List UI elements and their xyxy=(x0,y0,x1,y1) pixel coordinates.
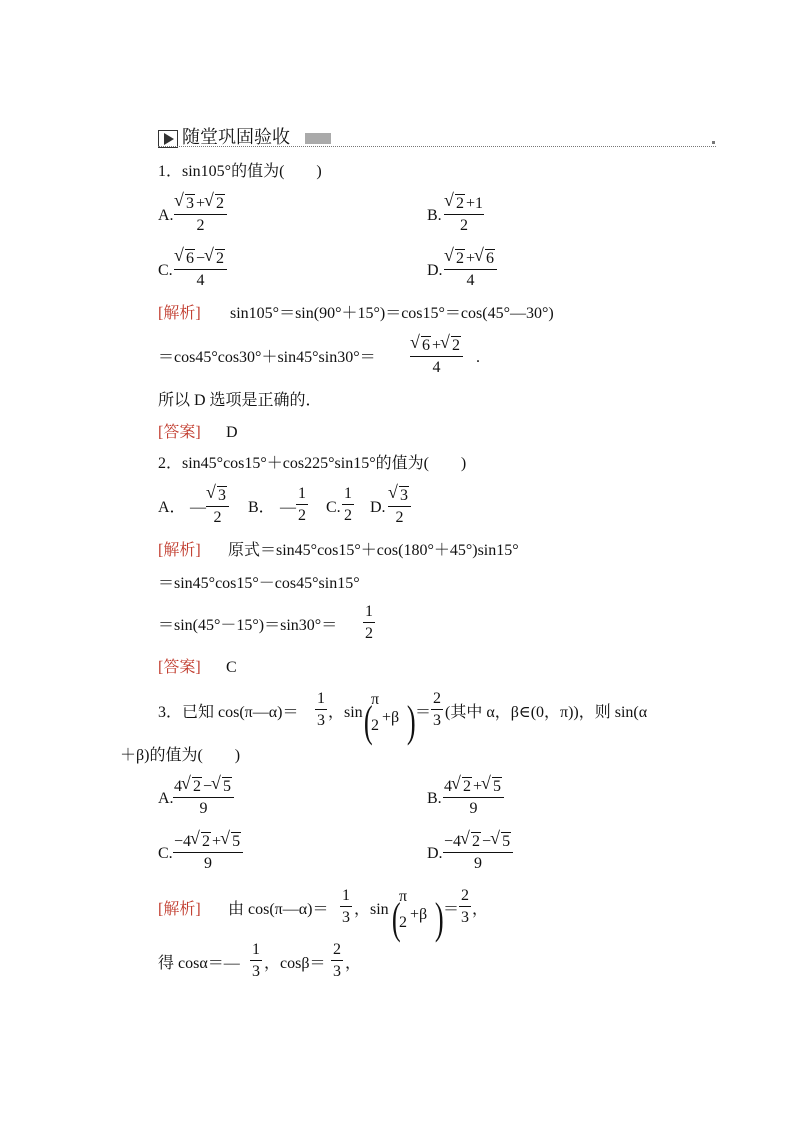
q3-analysis-inner-tail: +β xyxy=(410,906,428,923)
q2-option-b-frac: 1 2 xyxy=(298,485,306,524)
q3-line2-c: ， xyxy=(345,955,362,972)
q1-option-b-label: B. xyxy=(427,207,442,224)
q1-option-d-label: D. xyxy=(427,262,443,279)
q1-answer: D xyxy=(226,424,238,441)
q1-stem: 1．sin105°的值为( ) xyxy=(158,163,322,180)
q2-analysis-line3: ＝sin(45°－15°)＝sin30°＝ xyxy=(158,617,338,634)
q3-option-a-frac: 4√ 2 −√ 5 9 xyxy=(173,777,234,817)
q1-analysis-line3: 所以 D 选项是正确的． xyxy=(158,392,322,409)
q1-option-a-frac: √ 3 +√ 2 2 xyxy=(174,194,227,234)
q3-stem-c: ＝ xyxy=(415,704,432,721)
section-title-bar xyxy=(305,133,331,144)
section-divider-end xyxy=(712,141,715,144)
q3-analysis-tag: [解析] xyxy=(158,901,201,918)
q2-analysis-line3-frac: 1 2 xyxy=(365,603,373,642)
section-title: 随堂巩固验收 xyxy=(182,127,290,148)
q3-analysis-b: ，sin xyxy=(354,901,389,918)
q3-stem-paren-right: ) xyxy=(406,697,416,746)
q3-analysis-a: 由 cos(π—α)＝ xyxy=(228,901,329,918)
section-divider xyxy=(158,146,716,147)
q2-option-c-frac: 1 2 xyxy=(344,485,352,524)
q3-option-a-label: A. xyxy=(158,790,174,807)
q2-analysis-line1: 原式＝sin45°cos15°＋cos(180°＋45°)sin15° xyxy=(228,542,519,559)
q3-stem-a: 3．已知 cos(π—α)＝ xyxy=(158,704,299,721)
q1-analysis-line1: sin105°＝sin(90°＋15°)＝cos15°＝cos(45°—30°) xyxy=(230,305,554,322)
q3-option-c-frac: −4√ 2 +√ 5 9 xyxy=(173,832,243,872)
q3-stem-frac2: 2 3 xyxy=(433,690,441,729)
q1-option-c-label: C. xyxy=(158,262,173,279)
q2-option-a-sign: — xyxy=(190,499,206,516)
q3-line2-b: ，cosβ＝ xyxy=(264,955,326,972)
q2-answer: C xyxy=(226,659,237,676)
q2-stem: 2．sin45°cos15°＋cos225°sin15°的值为( ) xyxy=(158,455,467,472)
q3-line2-frac1: 1 3 xyxy=(252,941,260,980)
q3-stem-line2: ＋β)的值为( ) xyxy=(120,747,241,764)
q1-analysis-tag: [解析] xyxy=(158,305,201,322)
q1-option-c-frac: √ 6 −√ 2 4 xyxy=(174,249,227,289)
q3-analysis-frac2: 2 3 xyxy=(461,887,469,926)
q2-option-d-frac: √ 3 2 xyxy=(388,486,411,526)
q1-analysis-line2: ＝cos45°cos30°＋sin45°sin30°＝ xyxy=(158,349,376,366)
q3-analysis-c: ＝ xyxy=(443,901,460,918)
q3-line2-frac2: 2 3 xyxy=(333,941,341,980)
q2-option-c-label: C. xyxy=(326,499,341,516)
q3-analysis-frac1: 1 3 xyxy=(342,887,350,926)
q3-analysis-paren-left: ( xyxy=(391,894,401,943)
q2-analysis-tag: [解析] xyxy=(158,542,201,559)
q2-option-a-frac: √ 3 2 xyxy=(206,486,229,526)
q3-option-b-frac: 4√ 2 +√ 5 9 xyxy=(443,777,504,817)
q2-option-d-label: D. xyxy=(370,499,386,516)
q2-analysis-line2: ＝sin45°cos15°－cos45°sin15° xyxy=(158,575,360,592)
q3-stem-inner-tail: +β xyxy=(382,709,400,726)
q3-stem-paren-left: ( xyxy=(363,697,373,746)
q3-stem-frac1: 1 3 xyxy=(317,690,325,729)
q2-option-a-label: A． xyxy=(158,499,186,516)
q3-option-d-label: D. xyxy=(427,845,443,862)
q3-line2-a: 得 cosα＝— xyxy=(158,955,240,972)
q3-analysis-inner-frac: π 2 xyxy=(398,888,408,931)
q3-stem-b: ，sin xyxy=(328,704,363,721)
q3-option-b-label: B. xyxy=(427,790,442,807)
q2-option-b-sign: — xyxy=(280,499,296,516)
q1-analysis-line2-frac: √ 6 +√ 2 4 xyxy=(410,336,463,376)
q2-option-b-label: B． xyxy=(248,499,275,516)
q1-analysis-line2-end: . xyxy=(476,349,480,366)
q1-option-b-frac: √ 2 +1 2 xyxy=(444,194,484,234)
q3-option-c-label: C. xyxy=(158,845,173,862)
q3-stem-d: (其中 α，β∈(0，π))，则 sin(α xyxy=(445,704,648,721)
q2-answer-tag: [答案] xyxy=(158,659,201,676)
q1-option-d-frac: √ 2 +√ 6 4 xyxy=(444,249,497,289)
q3-stem-inner-frac: π 2 xyxy=(370,691,380,734)
q1-answer-tag: [答案] xyxy=(158,424,201,441)
q3-analysis-d: ， xyxy=(472,901,489,918)
q3-option-d-frac: −4√ 2 −√ 5 9 xyxy=(443,832,513,872)
q3-analysis-paren-right: ) xyxy=(434,894,444,943)
q1-option-a-label: A. xyxy=(158,207,174,224)
